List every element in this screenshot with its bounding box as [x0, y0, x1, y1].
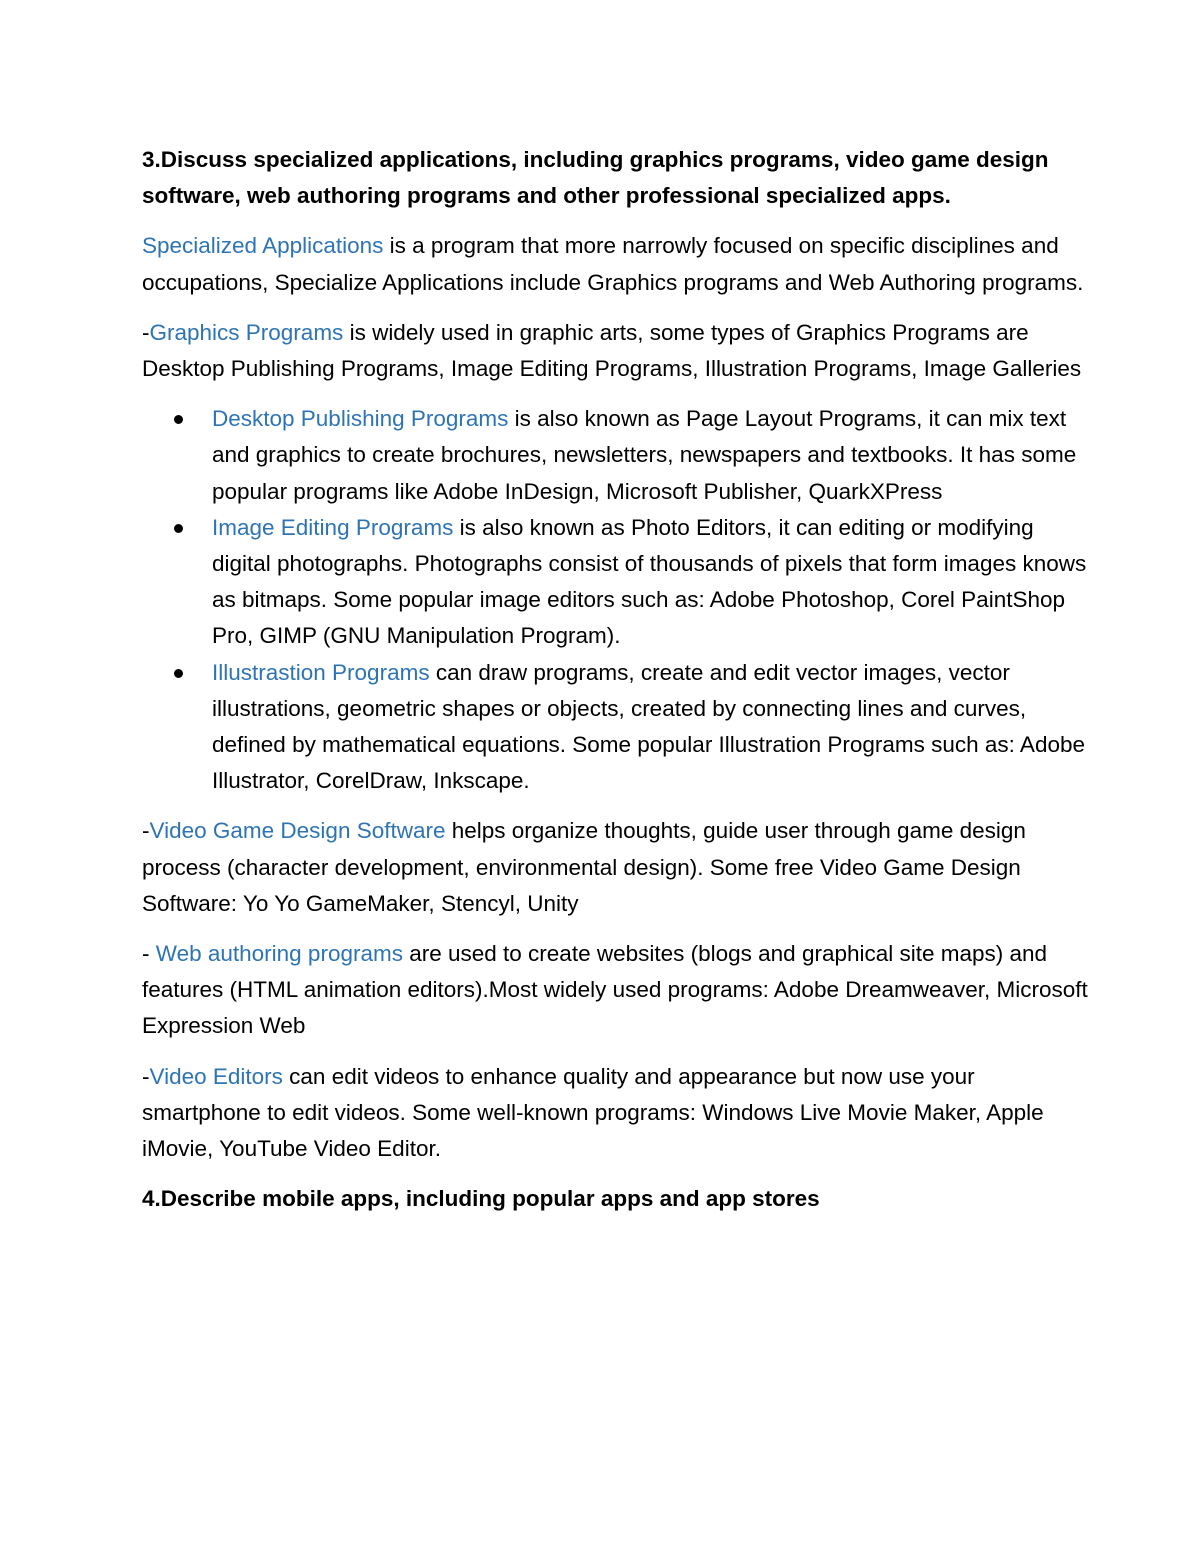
paragraph-web-authoring-programs: [142, 936, 1092, 1045]
dash-prefix: -: [142, 941, 156, 967]
term-video-game-design-software: Video Game Design Software: [149, 818, 446, 844]
dash-prefix: -: [142, 1063, 150, 1089]
term-video-editors: Video Editors: [149, 1063, 283, 1089]
paragraph-text: is widely used in graphic arts, some types of Graphics Programs are Desktop Publishing Programs, Image Editing Programs, Illustration Programs, Image Galleries: [142, 319, 1082, 382]
paragraph-text: is a program that more narrowly focused on specific disciplines and occupations, Specialize Applications include Graphics programs and Web Authoring programs.: [142, 233, 1084, 295]
heading-question-3: 3.Discuss specialized applications, including graphics programs, video game design software, web authoring programs and other professional specialized apps.: [142, 147, 1049, 209]
paragraph-text: can edit videos to enhance quality and appearance but now use your smartphone to edit videos. Some well-known programs: Windows Live Movie Maker, Apple iMovie, YouTube Video Editor.: [142, 1063, 1044, 1162]
bullet-icon: [174, 669, 183, 678]
paragraph-graphics-programs: [142, 315, 1092, 387]
paragraph-text: helps organize thoughts, guide user through game design process (character development, environmental design). Some free Video Game Design Software: Yo Yo GameMaker, Stencyl, Unity: [142, 818, 1026, 916]
list-item: [142, 401, 1092, 510]
list-item: [142, 655, 1092, 800]
paragraph-video-editors: [142, 1059, 1092, 1168]
graphics-programs-bullet-list: [142, 401, 1092, 799]
paragraph-specialized-applications: [142, 228, 1092, 300]
list-item-text: can draw programs, create and edit vector images, vector illustrations, geometric shapes or objects, created by connecting lines and curves, defined by mathematical equations. Some popular Illustration Programs such as: Adobe Illustrator, CorelDraw, Inkscape.: [212, 659, 1085, 794]
bullet-icon: [174, 524, 183, 533]
term-graphics-programs: Graphics Programs: [149, 319, 344, 345]
term-illustration-programs: Illustrastion Programs: [212, 659, 430, 685]
list-item: [142, 510, 1092, 655]
heading-question-4: 4.Describe mobile apps, including popular apps and app stores: [142, 1186, 820, 1212]
list-item-text: is also known as Photo Editors, it can editing or modifying digital photographs. Photographs consist of thousands of pixels that form images knows as bitmaps. Some popular image editors such as: Adobe Photoshop, Corel PaintShop Pro, GIMP (GNU Manipulation Program).: [212, 514, 1087, 649]
term-desktop-publishing-programs: Desktop Publishing Programs: [212, 406, 509, 432]
dash-prefix: -: [142, 319, 150, 345]
paragraph-text: are used to create websites (blogs and graphical site maps) and features (HTML animation editors).Most widely used programs: Adobe Dreamweaver, Microsoft Expression Web: [142, 941, 1088, 1039]
dash-prefix: -: [142, 818, 150, 844]
list-item-text: is also known as Page Layout Programs, it can mix text and graphics to create brochures, newsletters, newspapers and textbooks. It has some popular programs like Adobe InDesign, Microsoft Publisher, QuarkXPress: [212, 406, 1077, 504]
bullet-icon: [174, 415, 183, 424]
term-specialized-applications: Specialized Applications: [142, 233, 384, 259]
document-page: [142, 142, 1092, 1231]
term-web-authoring-programs: Web authoring programs: [155, 941, 403, 967]
term-image-editing-programs: Image Editing Programs: [212, 514, 454, 540]
paragraph-video-game-design-software: [142, 813, 1092, 922]
